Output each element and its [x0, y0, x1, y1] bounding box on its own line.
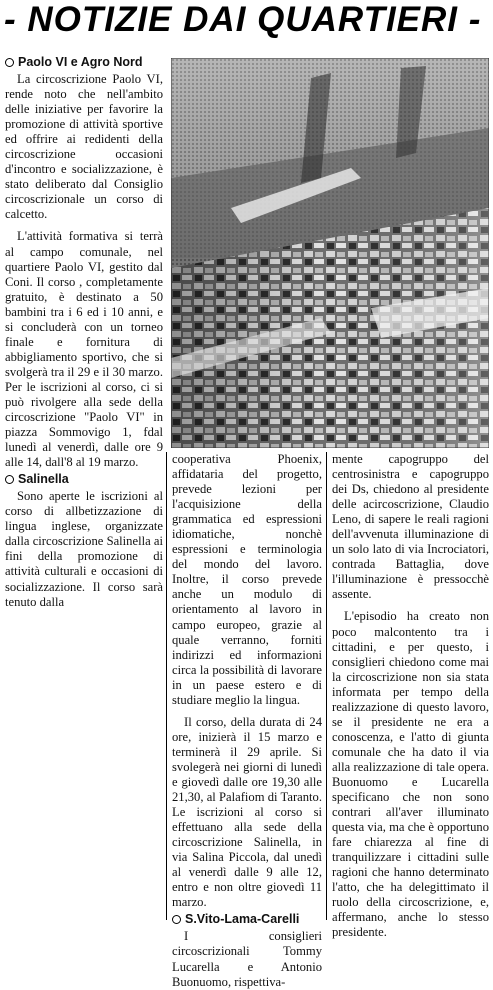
article-paragraph: mente capogruppo del centrosinistra e capogruppo dei Ds, chiedono al presidente delle acircoscrizione, Claudio Leno, di sapere le reali ragioni dell'avvenuta illuminazione di un solo lato di via Incrociatori, contrada Battaglia, dove l'illuminazione è pressocchè assente.: [332, 452, 489, 602]
circle-bullet-icon: [5, 58, 14, 67]
heading-text: Salinella: [18, 472, 69, 487]
aerial-city-photo: [171, 58, 489, 448]
article-paragraph: L'episodio ha creato non poco malcontento tra i cittadini, e per questo, i consiglieri chiedono come mai la circoscrizione non sia stata informata per tempo della realizzazione di questo lavoro, se il presidente ne era a conoscenza, e l'atto di giunta comunale che ha dato il via alla realizzazione di tale opera. Buonuomo e Lucarella specificano che non sono contrari all'aver illuminato questa via, ma che è opportuno fare chiarezza al fine di tranquilizzare i cittadini sulle ragioni che hanno determinato l'atto, che ha delegittimato il ruolo della circoscrizione, e, affermano, anche lo stesso presidente.: [332, 609, 489, 940]
heading-text: Paolo VI e Agro Nord: [18, 55, 143, 69]
section-heading-s-vito: [172, 912, 322, 927]
section-heading-salinella: [5, 472, 163, 487]
column-left: [5, 53, 163, 610]
article-paragraph: I consiglieri circoscrizionali Tommy Lucarella e Antonio Buonuomo, rispettiva-: [172, 929, 322, 989]
page-banner: [0, 0, 493, 40]
column-divider: [166, 452, 167, 920]
banner-title: - NOTIZIE DAI QUARTIERI -: [4, 0, 482, 39]
column-divider: [326, 452, 327, 920]
column-right: [332, 452, 489, 941]
circle-bullet-icon: [172, 915, 181, 924]
heading-text: S.Vito-Lama-Carelli: [185, 912, 300, 927]
article-paragraph: L'attività formativa si terrà al campo comunale, nel quartiere Paolo VI, gestito dal Coni. Il corso , completamente gratuito, è destinato a 50 bambini tra i 6 ed i 10 anni, e si concluderà con un torneo finale e fornitura di abbigliamento sportivo, che si svolgerà tra il 29 e il 30 marzo. Per le iscrizioni al corso, ci si può rivolgere alla sede della circoscrizione "Paolo VI" in piazza Sommovigo 1, fdal lunedì al venerdì, dalle ore 9 alle 14, dall'8 al 19 marzo.: [5, 229, 163, 470]
article-paragraph: Sono aperte le iscrizioni al corso di allbetizzazione di lingua inglese, organizzate dalla circoscrizione Salinella ai fini della promozione di attività culturali e occasioni di socializzazione. Il corso sarà tenuto dalla: [5, 489, 163, 609]
article-paragraph: cooperativa Phoenix, affidataria del progetto, prevede lezioni per l'acquisizione della grammatica ed espressioni idiomatiche, nonchè espressioni e terminologia del mondo del lavoro. Inoltre, il corso prevede anche un modulo di orientamento al lavoro in campo europeo, grazie al quale verranno, forniti indirizzi ed informazioni circa la possibilità di lavorare in un paese estero e di studiare meglio la lingua.: [172, 452, 322, 707]
article-paragraph: La circoscrizione Paolo VI, rende noto che nell'ambito delle iniziative per favorire la promozione di attività sportive ed offrire ai redidenti della circoscrizione occasioni d'incontro e socializzazione, è stato deliberato dal Consiglio circoscrizionale un corso di calcetto.: [5, 72, 163, 222]
section-heading-paolo-vi: [5, 55, 163, 70]
article-paragraph: Il corso, della durata di 24 ore, inizierà il 15 marzo e terminerà il 29 aprile. Si svolegerà nei giorni di lunedì e giovedì dalle ore 19,30 alle 21,30, al Palafiom di Taranto. Le iscrizioni al corso si effettuano alla sede della circoscrizione Salinella, in via Salina Piccola, dal unedì al venerdì dalle 9 alle 12, entro e non oltre giovedì 11 marzo.: [172, 714, 322, 910]
circle-bullet-icon: [5, 475, 14, 484]
column-middle: [172, 452, 322, 990]
